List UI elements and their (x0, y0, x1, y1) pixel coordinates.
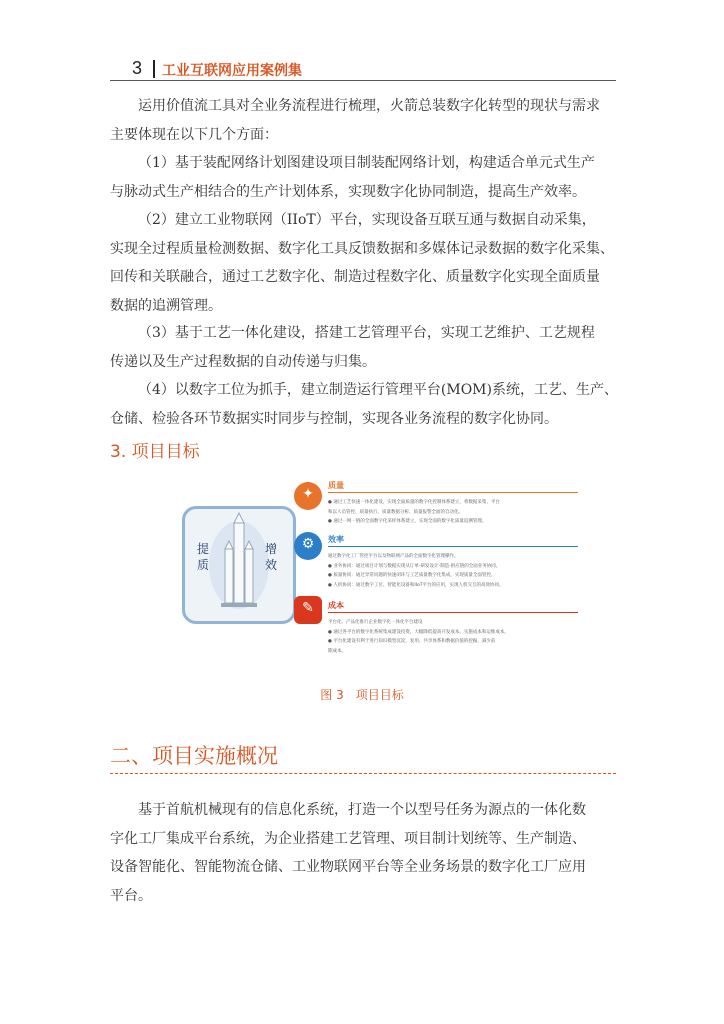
figure-number: 图 3 (320, 688, 344, 702)
project-goals-figure (180, 470, 580, 670)
goal-line: ● 通过各平台的数字化系统集成建设投资，大幅降低提高开发成本、实施成本和运维成本。 (328, 629, 509, 635)
rocket-left-label: 提质 (197, 542, 210, 572)
point-2-paragraph (110, 206, 620, 320)
point-1-paragraph (110, 149, 620, 206)
body-line: 基于首航机械现有的信息化系统，打造一个以型号任务为源点的一体化数 (138, 802, 586, 818)
chapter-title: 二、项目实施概况 (110, 744, 278, 768)
point-line: （3）基于工艺一体化建设，搭建工艺管理平台，实现工艺维护、工艺规程 (138, 325, 595, 341)
point-line: 仓储、检验各环节数据实时同步与控制，实现各业务流程的数字化协同。 (110, 410, 558, 427)
goal-efficiency (292, 530, 582, 596)
body-line: 设备智能化、智能物流仓储、工业物联网平台等全业务场景的数字化工厂应用 (110, 859, 586, 875)
point-line: 回传和关联融合，通过工艺数字化、制造过程数字化、质量数字化实现全面质量 (110, 269, 600, 285)
body-paragraph (110, 796, 620, 910)
goal-line: ● 人机协同：通过数字工位、智能化设备和IIoT平台的应用，实现人机交互的高效协同。 (328, 582, 504, 588)
point-line: 数据的追溯管理。 (110, 297, 222, 314)
point-line: （2）建立工业物联网（IIoT）平台，实现设备互联互通与数据自动采集， (138, 212, 596, 228)
intro-line: 运用价值流工具对全业务流程进行梳理，火箭总装数字化转型的现状与需求 (138, 98, 600, 114)
book-title: 工业互联网应用案例集 (162, 63, 302, 79)
body-line: 字化工厂集成平台系统，为企业搭建工艺管理、项目制计划统等、生产制造、 (110, 830, 586, 847)
intro-line: 主要体现在以下几个方面： (110, 126, 278, 143)
point-line: （1）基于装配网络计划图建设项目制装配网络计划，构建适合单元式生产 (138, 155, 595, 171)
goal-line: 和以人员管控、质量执行、质量数据分析、质量报警全面的自动化。 (328, 509, 463, 515)
goal-lines (328, 552, 580, 590)
goal-line: 通过数字化工厂管控平台以及物联网产品的全面数字化管理操作。 (328, 554, 459, 559)
goal-line: 期成本。 (328, 648, 346, 654)
goal-rule (328, 612, 578, 613)
goal-line: ● 通过一网一链的全面数字化采样体系建立，实现全面的数字化质量追溯管理。 (328, 519, 487, 524)
efficiency-icon: ⚙ (294, 532, 322, 560)
goal-line: ● 平台化建设有利于进行知识模型沉淀、复用、共享体系和数据价值的挖掘，减少前 (328, 639, 496, 644)
figure-caption (0, 686, 724, 703)
running-header (110, 58, 616, 81)
header-divider (153, 60, 155, 78)
goal-line: ● 质量协同：通过异常问题的快速闭环与工艺质量数字化集成，实现质量全面管控。 (328, 573, 496, 578)
cost-icon: ✎ (294, 596, 322, 624)
body-line: 平台。 (110, 887, 152, 904)
point-4-paragraph (110, 376, 620, 433)
point-3-paragraph (110, 319, 620, 376)
goal-line: ● 业务协同：通过项目计划与数据实现从订单-研发设计-制造-供应链的全面业务协同。 (328, 563, 501, 569)
point-line: 传递以及生产过程数据的自动传递与归集。 (110, 353, 376, 370)
goal-label: 效率 (328, 535, 344, 544)
page-number: 3 (132, 58, 143, 78)
goal-quality (292, 476, 582, 534)
quality-icon: ✦ (294, 482, 322, 510)
goal-label: 成本 (328, 601, 344, 610)
point-line: 实现全过程质量检测数据、数字化工具反馈数据和多媒体记录数据的数字化采集、 (110, 240, 614, 257)
goal-rule (328, 492, 578, 493)
point-line: 与脉动式生产相结合的生产计划体系，实现数字化协同制造，提高生产效率。 (110, 183, 586, 200)
goal-lines (328, 618, 580, 656)
goal-cost (292, 596, 582, 670)
goal-lines (328, 498, 580, 527)
goal-line: ● 通过工艺快速一体化建设，实现全面质量的数字化控制体系建立，将数据采集、平台 (328, 500, 500, 505)
rocket-right-label: 增效 (265, 542, 278, 572)
figure-caption-text: 项目目标 (355, 688, 404, 702)
goal-label: 质量 (328, 481, 344, 490)
rocket-panel (182, 506, 296, 624)
point-line: （4）以数字工位为抓手，建立制造运行管理平台(MOM)系统，工艺、生产、 (138, 382, 618, 398)
goal-rule (328, 546, 578, 547)
goal-line: 平台化、产品化推行企业数字化一体化平台建设 (328, 620, 423, 625)
chapter-divider (110, 773, 616, 774)
intro-paragraph (110, 92, 620, 149)
section-title: 3. 项目目标 (110, 442, 200, 462)
